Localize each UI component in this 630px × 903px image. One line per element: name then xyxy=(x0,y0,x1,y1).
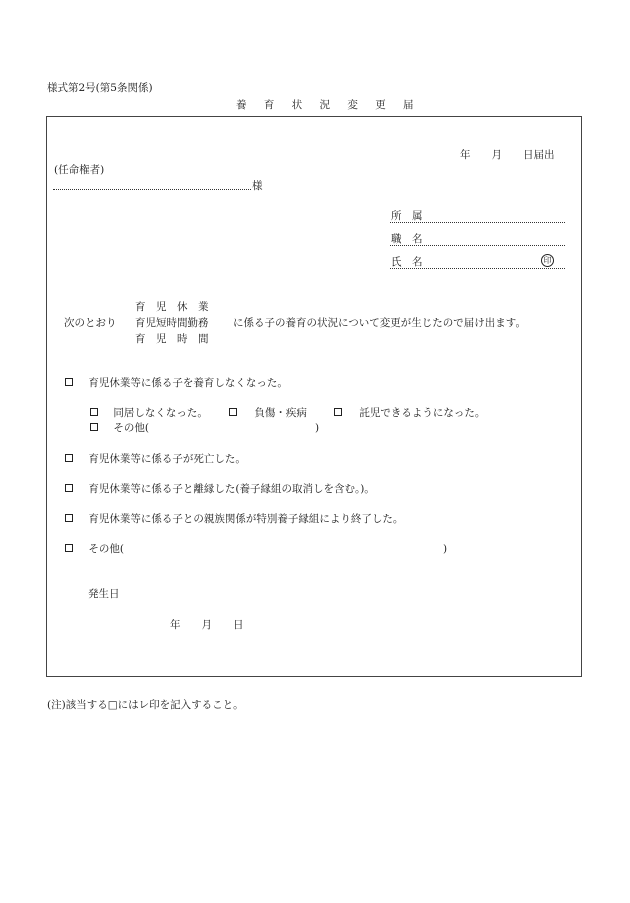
form-number: 様式第2号(第5条関係) xyxy=(47,82,153,94)
appointer-name-line[interactable] xyxy=(53,189,251,190)
option-stopped-raising: 育児休業等に係る子を養育しなくなった。 xyxy=(65,378,288,389)
appointer-honorific: 様 xyxy=(252,180,263,192)
affiliation-line[interactable] xyxy=(390,222,565,223)
name-line[interactable] xyxy=(390,268,565,269)
position-line[interactable] xyxy=(390,245,565,246)
option-other-close: ) xyxy=(443,543,448,555)
checkbox[interactable] xyxy=(65,544,73,552)
suboption-not-living-together: 同居しなくなった。 xyxy=(90,408,208,419)
leave-type-short-hours: 育児短時間勤務 xyxy=(135,317,209,329)
occurrence-label: 発生日 xyxy=(88,588,120,600)
leave-type-childcare-time: 育 児 時 間 xyxy=(135,333,209,345)
option-child-died: 育児休業等に係る子が死亡した。 xyxy=(65,454,246,465)
seal-stamp-icon: 印 xyxy=(541,254,554,267)
footnote: (注)該当する□にはレ印を記入すること。 xyxy=(47,699,244,711)
submission-date[interactable]: 年 月 日届出 xyxy=(460,149,555,161)
appointer-label: (任命権者) xyxy=(54,164,105,176)
seal-mark xyxy=(541,254,554,267)
checkbox[interactable] xyxy=(90,408,98,416)
statement-prefix: 次のとおり xyxy=(64,317,117,329)
checkbox[interactable] xyxy=(65,378,73,386)
checkbox[interactable] xyxy=(65,484,73,492)
affiliation-label: 所 属 xyxy=(391,210,423,222)
leave-type-childcare-leave: 育 児 休 業 xyxy=(135,301,209,313)
occurrence-date[interactable]: 年 月 日 xyxy=(170,619,244,631)
suboption-other: その他( xyxy=(90,423,149,434)
suboption-other-close: ) xyxy=(315,422,320,434)
option-other: その他( xyxy=(65,544,124,555)
option-dissolved-adoption: 育児休業等に係る子と離縁した(養子縁組の取消しを含む。)。 xyxy=(65,484,375,495)
checkbox[interactable] xyxy=(65,454,73,462)
statement-suffix: に係る子の養育の状況について変更が生じたので届け出ます。 xyxy=(233,317,526,329)
checkbox[interactable] xyxy=(334,408,342,416)
position-label: 職 名 xyxy=(391,233,423,245)
checkbox[interactable] xyxy=(90,423,98,431)
form-frame xyxy=(46,116,582,677)
checkbox[interactable] xyxy=(65,514,73,522)
checkbox[interactable] xyxy=(229,408,237,416)
suboption-childcare-available: 託児できるようになった。 xyxy=(334,408,485,419)
suboption-injury-illness: 負傷・疾病 xyxy=(229,408,307,419)
name-label: 氏 名 xyxy=(391,256,423,268)
option-special-adoption: 育児休業等に係る子との親族関係が特別養子縁組により終了した。 xyxy=(65,514,403,525)
form-title: 養 育 状 況 変 更 届 xyxy=(236,99,421,111)
